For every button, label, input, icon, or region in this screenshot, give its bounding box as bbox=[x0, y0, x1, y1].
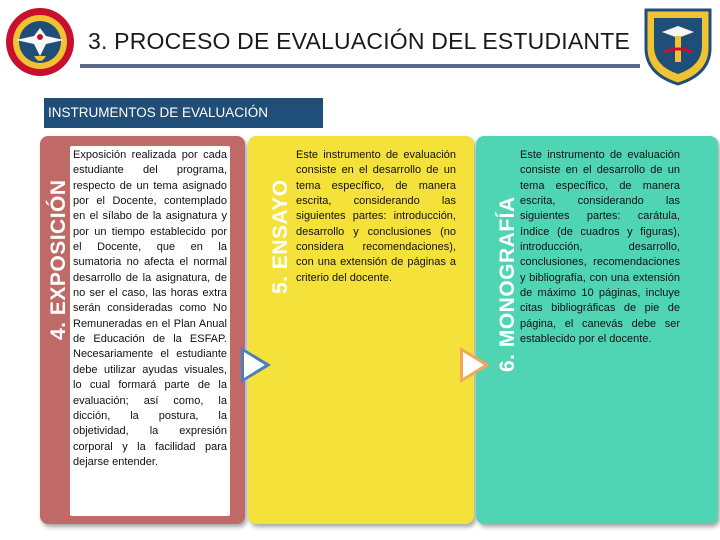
card-exposicion-text: Exposición realizada por cada estudiante del programa, respecto de un tema asignado por el Docente, contemplado en el sílabo de la asignatura y por un tiempo establecido por el Docente, que en la sumatoria no afecta el normal desarrollo de la asignatura, de no ser el caso, las horas extra serán consideradas como No Remuneradas en el Plan Anual de Educación de la ESFAP. Necesariamente el estudiante debe utilizar ayudas visuales, lo cual formará parte de la evaluación; así como, la dicción, la postura, la objetividad, la expresión corporal y la facilidad para dejarse entender. bbox=[70, 146, 230, 516]
page-title: 3. PROCESO DE EVALUACIÓN DEL ESTUDIANTE bbox=[88, 28, 631, 54]
triangle-arrow-inner bbox=[244, 352, 265, 378]
header bbox=[0, 0, 720, 88]
card-ensayo-text: Este instrumento de evaluación consiste en el desarrollo de un tema específico, de manera escrita, considerando las siguientes partes: introducción, desarrollo y conclusiones (no considera recomendaciones), con una extensión de páginas a criterio del docente. bbox=[296, 149, 456, 284]
card-monografia-text: Este instrumento de evaluación consiste en el desarrollo de un tema específico, de manera escrita, considerando las siguientes partes: carátula, índice (de cuadros y figuras), introducción, desarrollo, conclusiones, recomendaciones y bibliografía, con una extensión de máximo 10 páginas, incluye citas bibliográficas de pie de página, el canevás debe ser establecido por el docente. bbox=[520, 149, 680, 346]
card-monografia-label: 6. MONOGRAFÍA bbox=[496, 196, 519, 372]
shield-crest-icon bbox=[640, 2, 716, 86]
title-underline bbox=[80, 64, 640, 68]
eagle-emblem-icon bbox=[4, 6, 76, 78]
card-exposicion-label: 4. EXPOSICIÓN bbox=[47, 179, 70, 340]
triangle-arrow-inner bbox=[463, 352, 484, 378]
section-tab: INSTRUMENTOS DE EVALUACIÓN bbox=[44, 98, 323, 128]
card-ensayo-label: 5. ENSAYO bbox=[269, 179, 292, 294]
